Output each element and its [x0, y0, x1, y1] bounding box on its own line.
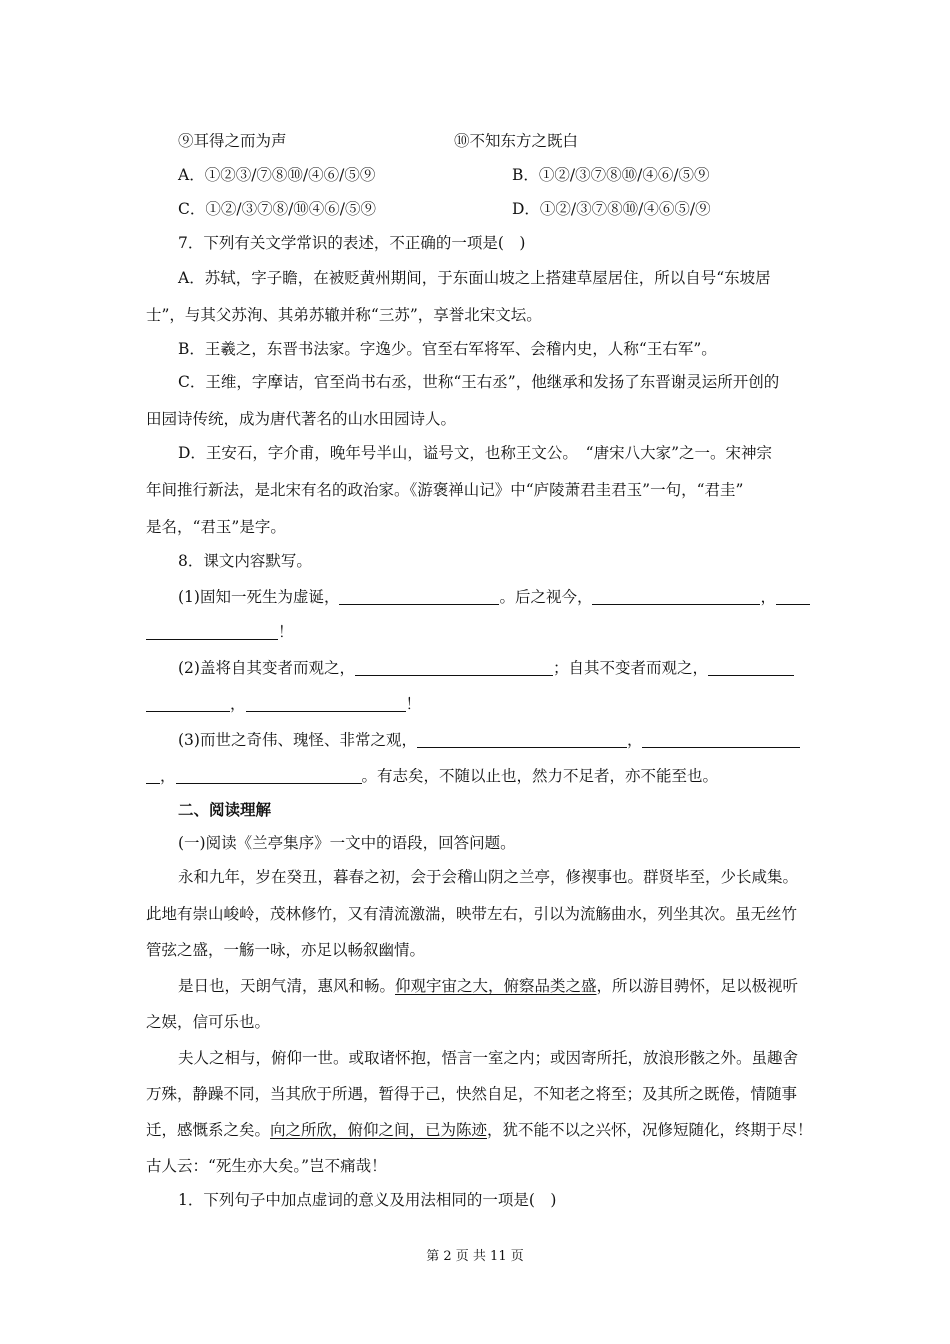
passage-p2-line2: 之娱，信可乐也。: [146, 1013, 271, 1031]
q8-part2-text-b: ；自其不变者而观之，: [552, 659, 708, 677]
q8-part1-line1: [178, 587, 810, 607]
q7-option-d-line1: D．王安石，字介甫，晚年号半山，谥号文，也称王文公。 “唐宋八大家”之一。宋神宗: [178, 444, 773, 462]
question-8-stem: 8．课文内容默写。: [178, 552, 312, 570]
reading-intro: (一)阅读《兰亭集序》一文中的语段，回答问题。: [178, 834, 516, 852]
passage-p2-line1: [178, 976, 798, 996]
q7-option-c-line1: C．王维，字摩诘，官至尚书右丞，世称“王右丞”，他继承和发扬了东晋谢灵运所开创的: [178, 373, 780, 391]
answer-blank[interactable]: [592, 588, 760, 605]
choice-b: B．①②/③⑦⑧⑩/④⑥/⑤⑨: [512, 166, 710, 184]
q8-part3-line2: [146, 766, 718, 786]
passage-p3-line4: 古人云：“死生亦大矣。”岂不痛哉！: [146, 1157, 387, 1175]
passage-p1-line2: 此地有崇山峻岭，茂林修竹，又有清流激湍，映带左右，引以为流觞曲水，列坐其次。虽无丝竹: [146, 905, 798, 923]
page-footer: 第 2 页 共 11 页: [426, 1249, 524, 1264]
passage-p2-text-a: 是日也，天朗气清，惠风和畅。: [178, 977, 396, 995]
q8-part1-text-c: ，: [760, 588, 776, 606]
passage-p2-text-b: ，所以游目骋怀，足以极视听: [596, 977, 799, 995]
q8-part1-text-d: ！: [278, 623, 294, 641]
section-heading-reading: 二、阅读理解: [178, 800, 272, 819]
passage-p3-text-b: ，犹不能不以之兴怀，况修短随化，终期于尽！: [487, 1121, 813, 1139]
q7-option-d-line2: 年间推行新法，是北宋有名的政治家。《游褒禅山记》中“庐陵萧君圭君玉”一句，“君圭”: [146, 481, 744, 499]
passage-p3-line3: [146, 1120, 813, 1140]
answer-blank[interactable]: [339, 588, 499, 605]
q8-part1-text-a: (1)固知一死生为虚诞，: [178, 588, 340, 606]
q8-part3-text-d: 。有志矣，不随以止也，然力不足者，亦不能至也。: [361, 767, 719, 785]
option-item-10: ⑩不知东方之既白: [454, 132, 579, 150]
choice-d: D．①②/③⑦⑧⑩/④⑥⑤/⑨: [512, 200, 711, 218]
passage-p1-line3: 管弦之盛，一觞一咏，亦足以畅叙幽情。: [146, 941, 426, 959]
q8-part3-line1: [178, 730, 800, 750]
answer-blank[interactable]: [146, 695, 230, 712]
q8-part2-text-c: ，: [230, 695, 246, 713]
underlined-sentence: 仰观宇宙之大，俯察品类之盛: [395, 977, 597, 995]
passage-p3-line1: 夫人之相与，俯仰一世。或取诸怀抱，悟言一室之内；或因寄所托，放浪形骸之外。虽趣舍: [178, 1049, 799, 1067]
choice-a: A．①②③/⑦⑧⑩/④⑥/⑤⑨: [178, 166, 376, 184]
q8-part2-line2: [146, 694, 421, 714]
q7-option-a-line2: 士”，与其父苏洵、其弟苏辙并称“三苏”，享誉北宋文坛。: [146, 306, 542, 324]
answer-blank[interactable]: [176, 767, 362, 784]
underlined-sentence: 向之所欣，俯仰之间，已为陈迹: [270, 1121, 488, 1139]
q7-option-d-line3: 是名，“君玉”是字。: [146, 518, 286, 536]
q8-part3-text-b: ，: [626, 731, 643, 749]
q8-part1-line2: [146, 622, 294, 642]
q7-option-a-line1: A．苏轼，字子瞻，在被贬黄州期间，于东面山坡之上搭建草屋居住，所以自号“东坡居: [178, 269, 771, 287]
answer-blank[interactable]: [146, 767, 160, 784]
choice-c: C．①②/③⑦⑧/⑩④⑥/⑤⑨: [178, 200, 377, 218]
passage-p1-line1: 永和九年，岁在癸丑，暮春之初，会于会稽山阴之兰亭，修禊事也。群贤毕至，少长咸集。: [178, 868, 799, 886]
q8-part2-text-d: ！: [405, 695, 422, 713]
answer-blank[interactable]: [708, 659, 794, 676]
q8-part2-line1: [178, 658, 794, 678]
q7-option-c-line2: 田园诗传统，成为唐代著名的山水田园诗人。: [146, 410, 457, 428]
q8-part2-text-a: (2)盖将自其变者而观之，: [178, 659, 355, 677]
q8-part3-text-a: (3)而世之奇伟、瑰怪、非常之观，: [178, 731, 417, 749]
question-7-stem: 7．下列有关文学常识的表述，不正确的一项是( ): [178, 234, 526, 252]
passage-p3-text-a: 迁，感慨系之矣。: [146, 1121, 271, 1139]
answer-blank[interactable]: [776, 588, 810, 605]
question-1-stem: 1．下列句子中加点虚词的意义及用法相同的一项是( ): [178, 1191, 557, 1209]
answer-blank[interactable]: [246, 695, 406, 712]
option-item-9: ⑨耳得之而为声: [178, 132, 287, 150]
answer-blank[interactable]: [355, 659, 553, 676]
passage-p3-line2: 万殊，静躁不同，当其欣于所遇，暂得于己，快然自足，不知老之将至；及其所之既倦，情随事: [146, 1085, 798, 1103]
answer-blank[interactable]: [417, 731, 627, 748]
q7-option-b: B．王羲之，东晋书法家。字逸少。官至右军将军、会稽内史，人称“王右军”。: [178, 340, 717, 358]
q8-part1-text-b: 。后之视今，: [499, 588, 593, 606]
answer-blank[interactable]: [642, 731, 800, 748]
q8-part3-text-c: ，: [160, 767, 176, 785]
answer-blank[interactable]: [146, 623, 278, 640]
